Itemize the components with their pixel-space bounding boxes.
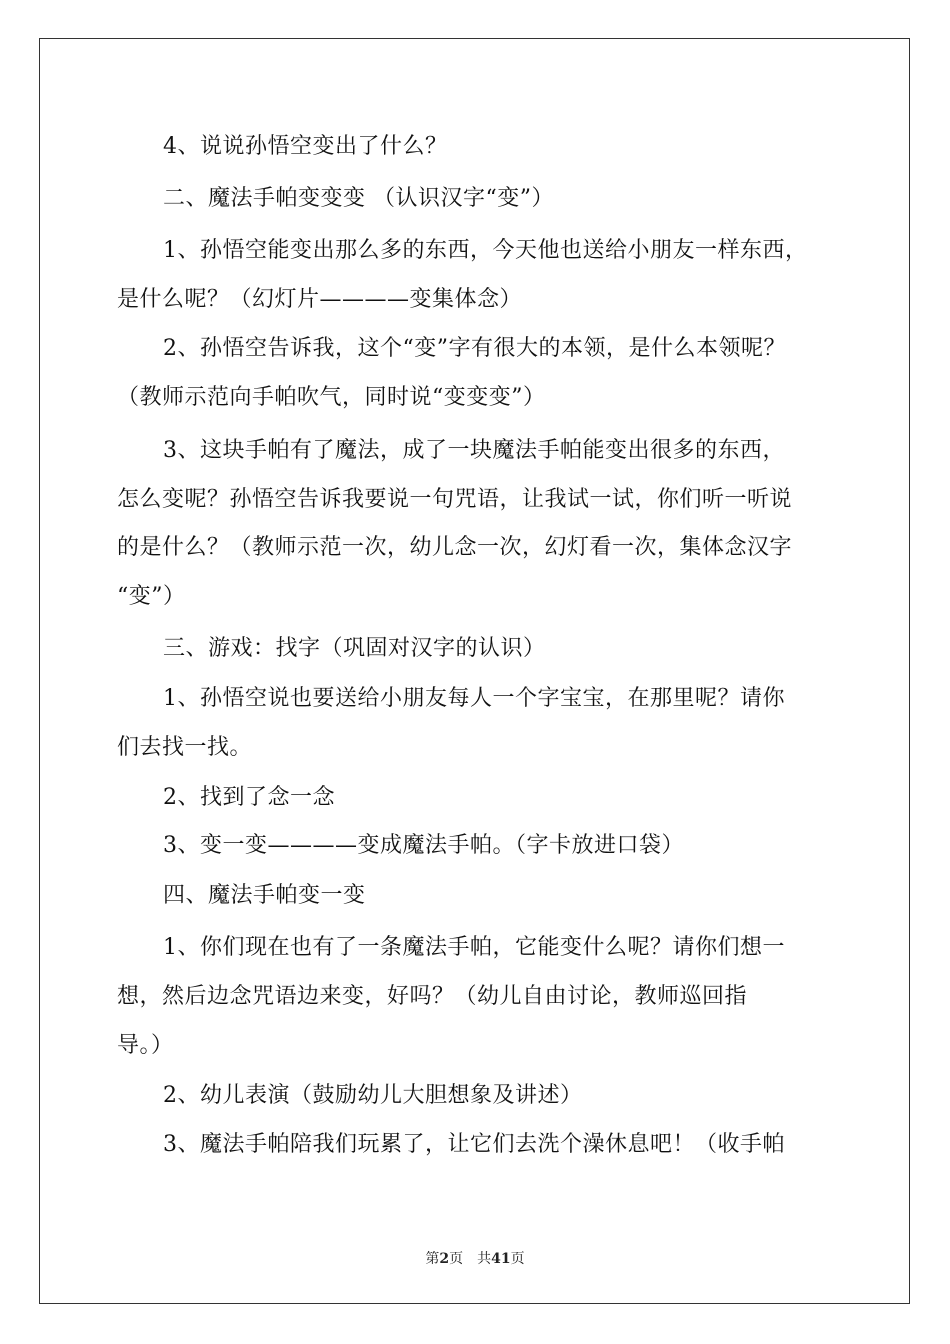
- footer-page-suffix: 页: [449, 1251, 464, 1267]
- paragraph-line: 怎么变呢？孙悟空告诉我要说一句咒语，让我试一试，你们听一听说: [117, 487, 793, 512]
- paragraph-line: 的是什么？（教师示范一次，幼儿念一次，幻灯看一次，集体念汉字: [117, 535, 793, 560]
- paragraph-line: 想，然后边念咒语边来变，好吗？（幼儿自由讨论，教师巡回指: [117, 984, 748, 1009]
- footer-page-prefix: 第: [425, 1251, 440, 1267]
- paragraph-line: 1、孙悟空能变出那么多的东西，今天他也送给小朋友一样东西，: [163, 238, 808, 263]
- paragraph-line: 们去找一找。: [117, 735, 253, 760]
- section-heading: 三、游戏：找字（巩固对汉字的认识）: [163, 636, 546, 661]
- paragraph-line: 3、变一变————变成魔法手帕。（字卡放进口袋）: [163, 833, 684, 858]
- footer-total-suffix: 页: [510, 1251, 525, 1267]
- footer-total-pages: 41: [491, 1251, 511, 1267]
- page-footer: [0, 1248, 950, 1268]
- section-heading: 四、魔法手帕变一变: [163, 883, 366, 908]
- page-border: [39, 38, 910, 1304]
- paragraph-line: “变”）: [117, 584, 186, 609]
- paragraph-line: 导。）: [117, 1033, 174, 1058]
- paragraph-line: （教师示范向手帕吹气，同时说“变变变”）: [117, 385, 546, 410]
- paragraph-line: 2、找到了念一念: [163, 785, 335, 810]
- paragraph-line: 3、魔法手帕陪我们玩累了，让它们去洗个澡休息吧！（收手帕: [163, 1132, 785, 1157]
- paragraph-line: 1、你们现在也有了一条魔法手帕，它能变什么呢？请你们想一: [163, 935, 785, 960]
- paragraph-line: 2、孙悟空告诉我，这个“变”字有很大的本领，是什么本领呢？: [163, 336, 786, 361]
- paragraph-line: 3、这块手帕有了魔法，成了一块魔法手帕能变出很多的东西，: [163, 438, 785, 463]
- paragraph-line: 2、幼儿表演（鼓励幼儿大胆想象及讲述）: [163, 1083, 583, 1108]
- paragraph-line: 是什么呢？（幻灯片————变集体念）: [117, 287, 523, 312]
- paragraph-line: 4、说说孙悟空变出了什么？: [163, 134, 448, 159]
- paragraph-line: 1、孙悟空说也要送给小朋友每人一个字宝宝，在那里呢？请你: [163, 686, 785, 711]
- footer-page-number: 2: [439, 1251, 450, 1267]
- footer-total-prefix: 共: [477, 1251, 492, 1267]
- section-heading: 二、魔法手帕变变变 （认识汉字“变”）: [163, 186, 554, 211]
